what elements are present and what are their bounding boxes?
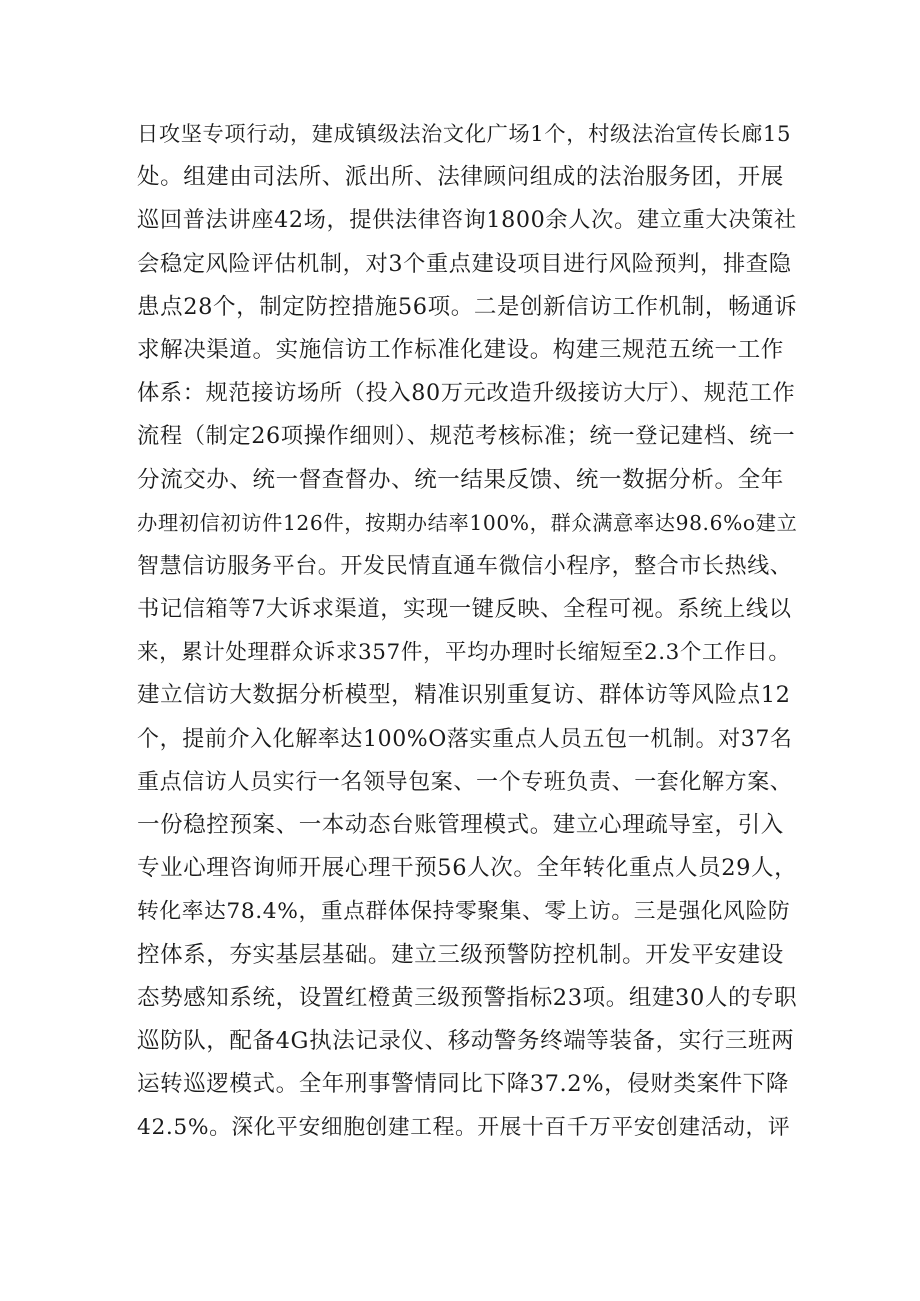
- text-line-5: 患点28个，制定防控措施56项。二是创新信访工作机制，畅通诉: [137, 293, 797, 320]
- text-line-6: 求解决渠道。实施信访工作标准化建设。构建三规范五统一工作: [137, 336, 784, 363]
- text-line-22: 巡防队，配备4G执法记录仪、移动警务终端等装备，实行三班两: [137, 1027, 795, 1054]
- text-line-21: 态势感知系统，设置红橙黄三级预警指标23项。组建30人的专职: [137, 984, 797, 1011]
- text-line-12: 书记信箱等7大诉求渠道，实现一键反映、全程可视。系统上线以: [137, 596, 792, 623]
- text-line-14: 建立信访大数据分析模型，精准识别重复访、群体访等风险点12: [137, 682, 791, 709]
- text-line-17: 一份稳控预案、一本动态台账管理模式。建立心理疏导室，引入: [137, 812, 784, 838]
- text-line-3: 巡回普法讲座42场，提供法律咨询1800余人次。建立重大决策社: [137, 207, 797, 234]
- body-text: [137, 113, 797, 1150]
- text-line-15: 个，提前介入化解率达100%O落实重点人员五包一机制。对37名: [137, 726, 793, 752]
- text-line-16: 重点信访人员实行一名领导包案、一个专班负责、一套化解方案、: [137, 769, 793, 795]
- text-line-9: 分流交办、统一督查督办、统一结果反馈、统一数据分析。全年: [137, 466, 784, 493]
- text-line-23: 运转巡逻模式。全年刑事警情同比下降37.2%，侵财类案件下降: [137, 1071, 789, 1098]
- text-line-11: 智慧信访服务平台。开发民情直通车微信小程序，整合市长热线、: [137, 553, 793, 579]
- text-line-2: 处。组建由司法所、派出所、法律顾问组成的法治服务团，开展: [137, 164, 784, 191]
- text-line-8: 流程（制定26项操作细则）、规范考核标准；统一登记建档、统一: [137, 423, 796, 450]
- text-line-7: 体系：规范接访场所（投入80万元改造升级接访大厅）、规范工作: [137, 380, 796, 407]
- text-line-19: 转化率达78.4%，重点群体保持零聚集、零上访。三是强化风险防: [137, 899, 791, 925]
- text-line-24: 42.5%。深化平安细胞创建工程。开展十百千万平安创建活动，评: [137, 1115, 791, 1141]
- text-line-10: 办理初信初访件126件，按期办结率100%，群众满意率达98.6%o建立: [137, 510, 797, 535]
- text-line-18: 专业心理咨询师开展心理干预56人次。全年转化重点人员29人，: [137, 855, 797, 882]
- text-line-20: 控体系，夯实基层基础。建立三级预警防控机制。开发平安建设: [137, 941, 784, 968]
- text-line-13: 来，累计处理群众诉求357件，平均办理时长缩短至2.3个工作日。: [137, 640, 791, 666]
- text-line-4: 会稳定风险评估机制，对3个重点建设项目进行风险预判，排查隐: [137, 250, 792, 277]
- text-line-1: 日攻坚专项行动，建成镇级法治文化广场1个，村级法治宣传长廊15: [137, 122, 792, 147]
